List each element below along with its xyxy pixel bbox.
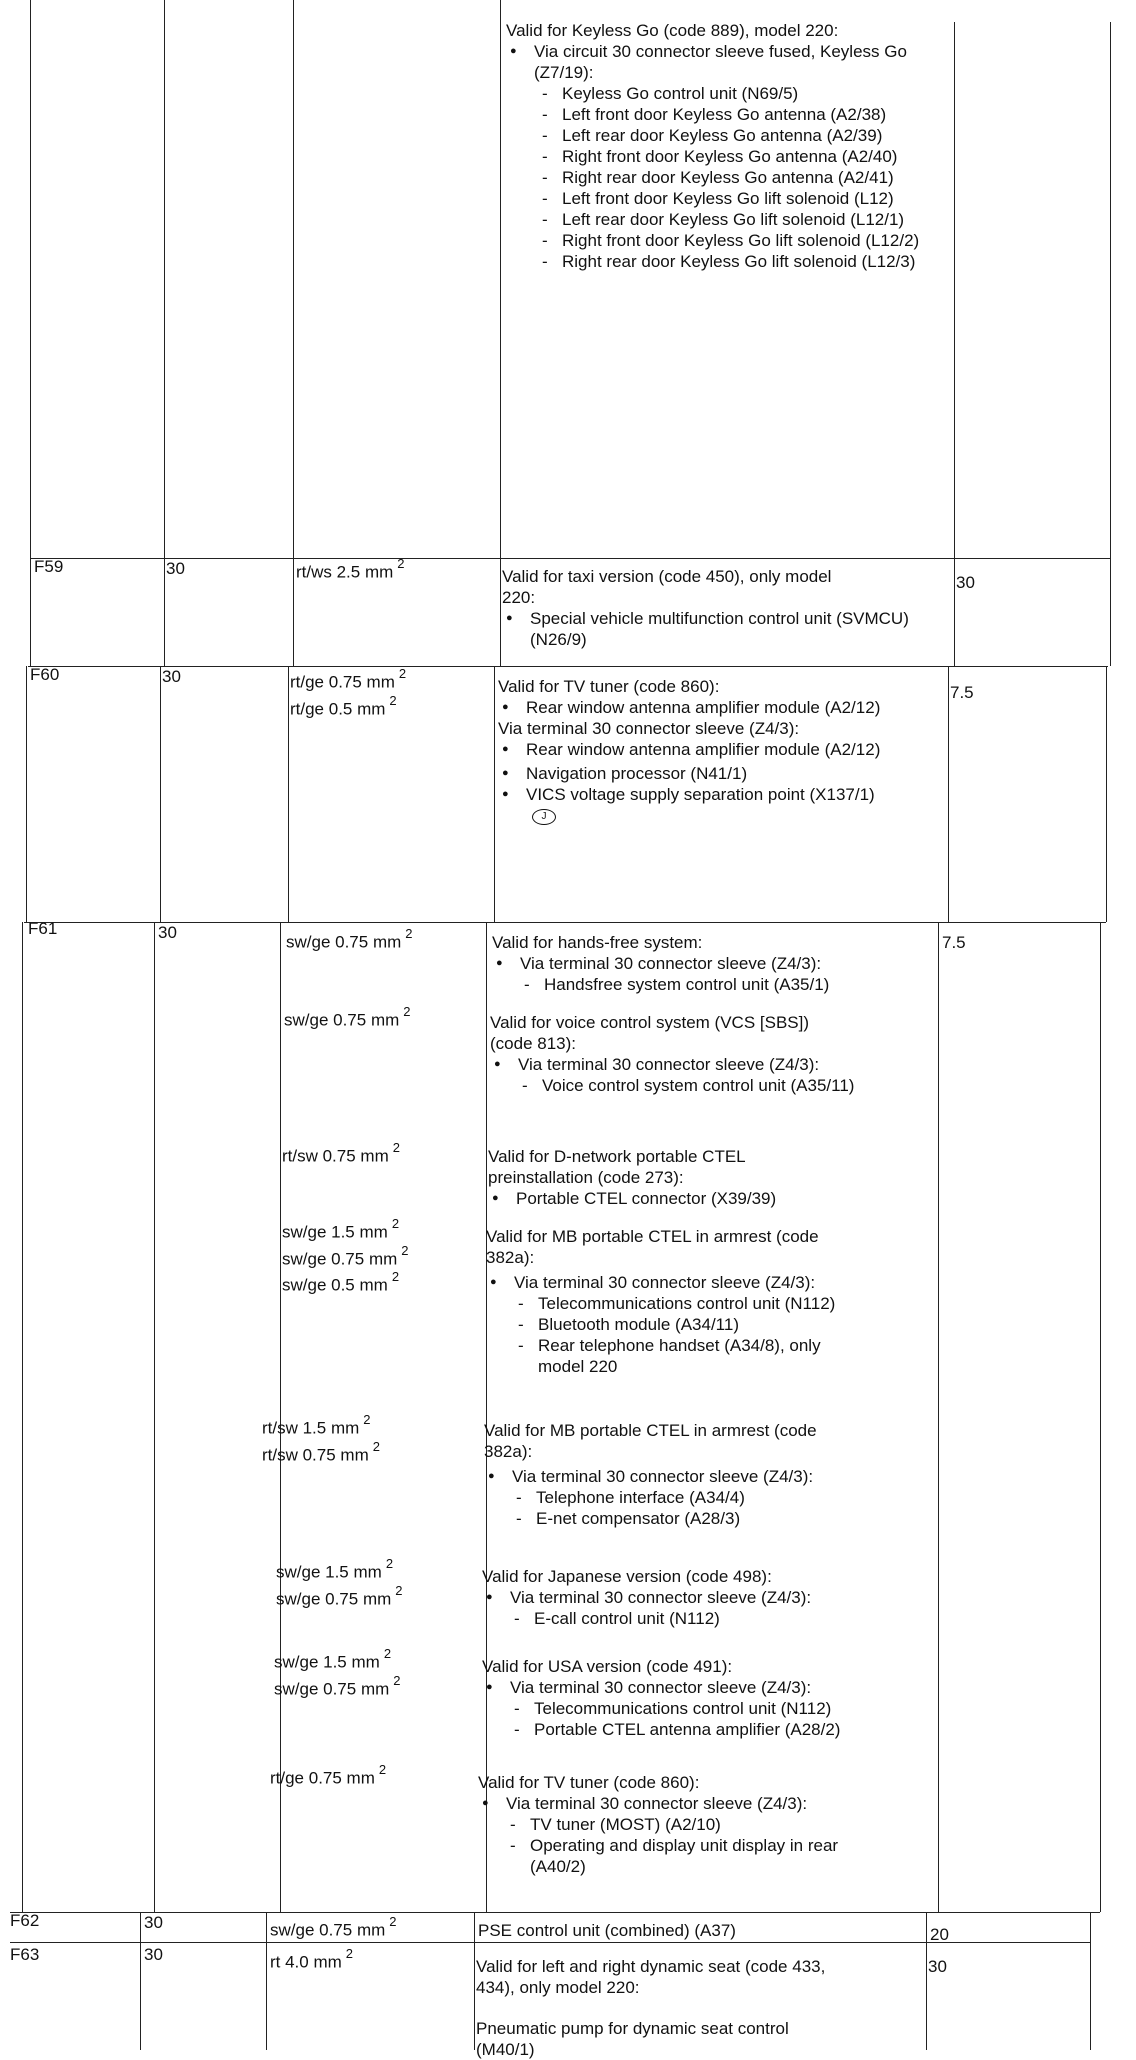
row-line-f60 bbox=[28, 666, 1108, 667]
wire-f61-g7-sup-1: 2 bbox=[383, 1646, 392, 1661]
desc-f61-g8-item-1: - TV tuner (MOST) (A2/10) bbox=[502, 1814, 922, 1835]
fuse-f62: F62 bbox=[10, 1911, 40, 1930]
keyless-go-item-8: - Right front door Keyless Go lift solenoid (L12/2) bbox=[534, 230, 936, 251]
keyless-go-item-7: - Left rear door Keyless Go lift solenoid (L12/1) bbox=[534, 209, 936, 230]
keyless-go-bullet: ● Via circuit 30 connector sleeve fused, Keyless Go (Z7/19): bbox=[506, 41, 936, 83]
desc-f61-g1-bullet: ● Via terminal 30 connector sleeve (Z4/3): bbox=[492, 953, 936, 974]
wire-f63-sup: 2 bbox=[345, 1946, 354, 1961]
wire-f60-sup-1: 2 bbox=[398, 666, 407, 681]
wire-f61-g8-text: rt/ge 0.75 mm bbox=[270, 1768, 375, 1788]
row-line-f62 bbox=[10, 1912, 1100, 1913]
wire-f62-sup: 2 bbox=[389, 1914, 397, 1929]
col-line-6d bbox=[1090, 1912, 1091, 2050]
desc-f61-g4-bullet: ● Via terminal 30 connector sleeve (Z4/3): bbox=[486, 1272, 930, 1293]
wire-f61-g5-sup-2: 2 bbox=[372, 1438, 380, 1454]
col-line-6 bbox=[1110, 22, 1111, 666]
desc-f60-header-2: Via terminal 30 connector sleeve (Z4/3): bbox=[498, 719, 800, 738]
terminal-f61: 30 bbox=[158, 923, 177, 942]
wire-f61-g7-sup-2: 2 bbox=[393, 1672, 401, 1688]
desc-f61-g4 bbox=[486, 1226, 930, 1377]
keyless-go-item-5: - Right rear door Keyless Go antenna (A2/41) bbox=[534, 167, 936, 188]
col-line-2b bbox=[160, 666, 161, 922]
wire-f59 bbox=[296, 556, 405, 583]
col-line-5c bbox=[938, 922, 939, 1912]
desc-f60-bullet-2: ● Rear window antenna amplifier module (A2/12) bbox=[498, 739, 938, 760]
desc-f61-g5-item-1: - Telephone interface (A34/4) bbox=[508, 1487, 928, 1508]
col-line-4d bbox=[474, 1912, 475, 2050]
desc-f61-g8-item-2: - Operating and display unit display in rear (A40/2) bbox=[502, 1835, 870, 1877]
col-line-4c bbox=[486, 922, 487, 1912]
ground-point-icon: J bbox=[532, 809, 556, 825]
terminal-f60: 30 bbox=[162, 667, 181, 686]
desc-f61-g4-item-1: - Telecommunications control unit (N112) bbox=[510, 1293, 930, 1314]
desc-f60 bbox=[498, 676, 938, 826]
col-line-1c bbox=[22, 922, 23, 1912]
desc-f61-g7 bbox=[482, 1656, 926, 1740]
wire-f61-g1-sup: 2 bbox=[405, 926, 413, 941]
keyless-go-item-1: - Keyless Go control unit (N69/5) bbox=[534, 83, 936, 104]
desc-f63-line-2: Pneumatic pump for dynamic seat control bbox=[476, 2019, 789, 2038]
desc-f61-g6 bbox=[482, 1566, 926, 1629]
wire-f61-g5-text-1: rt/sw 1.5 mm bbox=[262, 1418, 360, 1438]
wire-f61-g8 bbox=[270, 1762, 386, 1789]
desc-f60-bullet-4-text: VICS voltage supply separation point (X137/1) bbox=[526, 785, 875, 804]
wire-f61-g5 bbox=[262, 1412, 380, 1465]
wire-f61-g3 bbox=[282, 1140, 400, 1167]
desc-f61-g1-item: - Handsfree system control unit (A35/1) bbox=[516, 974, 936, 995]
fuse-f59: F59 bbox=[34, 557, 64, 576]
amps-f60: 7.5 bbox=[950, 683, 974, 702]
wire-f61-g2-text: sw/ge 0.75 mm bbox=[284, 1010, 400, 1030]
col-line-1 bbox=[30, 0, 31, 666]
terminal-f62: 30 bbox=[144, 1913, 163, 1932]
desc-f63-line-3: (M40/1) bbox=[476, 2040, 535, 2059]
wire-f63 bbox=[270, 1946, 353, 1973]
keyless-go-item-9: - Right rear door Keyless Go lift solenoid (L12/3) bbox=[534, 251, 936, 272]
keyless-go-item-6: - Left front door Keyless Go lift solenoid (L12) bbox=[534, 188, 936, 209]
wire-f62-text: sw/ge 0.75 mm bbox=[270, 1920, 386, 1940]
col-line-6c bbox=[1100, 922, 1101, 1912]
wire-f59-text: rt/ws 2.5 mm bbox=[296, 562, 394, 582]
wire-f61-g6-sup-2: 2 bbox=[395, 1582, 403, 1598]
wire-f61-g6-text-2: sw/ge 0.75 mm bbox=[276, 1589, 392, 1609]
col-line-2c bbox=[154, 922, 155, 1912]
col-line-4 bbox=[500, 0, 501, 666]
wire-f62 bbox=[270, 1914, 397, 1941]
row-line-f61 bbox=[24, 922, 1106, 923]
wire-f61-g2-sup: 2 bbox=[403, 1004, 411, 1019]
wire-f61-g4-text-2: sw/ge 0.75 mm bbox=[282, 1249, 398, 1269]
desc-f61-g3-header: Valid for D-network portable CTEL preinstallation (code 273): bbox=[488, 1147, 745, 1187]
desc-f59 bbox=[502, 566, 942, 650]
wire-f61-g4-sup-3: 2 bbox=[391, 1269, 400, 1285]
desc-f59-bullet: ● Special vehicle multifunction control unit (SVMCU) (N26/9) bbox=[502, 608, 942, 650]
wire-f60-text-1: rt/ge 0.75 mm bbox=[290, 672, 395, 692]
fuse-f63: F63 bbox=[10, 1945, 40, 1964]
col-line-5 bbox=[954, 22, 955, 666]
desc-f60-bullet-4 bbox=[498, 784, 886, 826]
desc-f61-g7-item-2: - Portable CTEL antenna amplifier (A28/2) bbox=[506, 1719, 926, 1740]
wire-f61-g4-sup-1: 2 bbox=[391, 1216, 400, 1231]
wire-f61-g5-sup-1: 2 bbox=[363, 1412, 371, 1427]
col-line-5d bbox=[926, 1912, 927, 2050]
fuse-f61: F61 bbox=[28, 919, 58, 938]
wire-f61-g4-sup-2: 2 bbox=[401, 1242, 409, 1258]
desc-f61-g7-item-1: - Telecommunications control unit (N112) bbox=[506, 1698, 926, 1719]
wire-f61-g6-text-1: sw/ge 1.5 mm bbox=[276, 1562, 382, 1582]
col-line-2d bbox=[140, 1912, 141, 2050]
desc-f59-header: Valid for taxi version (code 450), only model 220: bbox=[502, 567, 832, 607]
terminal-f59: 30 bbox=[166, 559, 185, 578]
amps-f61: 7.5 bbox=[942, 933, 966, 952]
desc-f61-g8 bbox=[478, 1772, 922, 1877]
desc-f63 bbox=[476, 1956, 916, 2060]
wire-f60-text-2: rt/ge 0.5 mm bbox=[290, 699, 386, 719]
desc-f61-g2-bullet: ● Via terminal 30 connector sleeve (Z4/3): bbox=[490, 1054, 934, 1075]
amps-f59: 30 bbox=[956, 573, 975, 592]
col-line-5b bbox=[948, 666, 949, 922]
wire-f61-g6 bbox=[276, 1556, 403, 1609]
desc-f61-g8-bullet: ● Via terminal 30 connector sleeve (Z4/3): bbox=[478, 1793, 922, 1814]
keyless-go-item-3: - Left rear door Keyless Go antenna (A2/39) bbox=[534, 125, 936, 146]
desc-f61-g2 bbox=[490, 1012, 934, 1096]
desc-f61-g5-bullet: ● Via terminal 30 connector sleeve (Z4/3): bbox=[484, 1466, 928, 1487]
amps-f63: 30 bbox=[928, 1957, 947, 1976]
wire-f61-g3-text: rt/sw 0.75 mm bbox=[282, 1146, 389, 1166]
wire-f60 bbox=[290, 666, 406, 719]
desc-f60-header: Valid for TV tuner (code 860): bbox=[498, 677, 720, 696]
fuse-f60: F60 bbox=[30, 665, 60, 684]
col-line-2 bbox=[164, 0, 165, 666]
col-line-3 bbox=[293, 0, 294, 666]
wire-f61-g4 bbox=[282, 1216, 409, 1296]
wire-f61-g3-sup: 2 bbox=[392, 1140, 400, 1155]
wire-f60-sup-2: 2 bbox=[389, 692, 397, 708]
desc-f61-g4-item-3: - Rear telephone handset (A34/8), only model 220 bbox=[510, 1335, 858, 1377]
desc-f63-header: Valid for left and right dynamic seat (code 433, 434), only model 220: bbox=[476, 1957, 826, 1997]
col-line-3b bbox=[288, 666, 289, 922]
desc-f61-g6-item: - E-call control unit (N112) bbox=[506, 1608, 926, 1629]
desc-f61-g3-bullet: ● Portable CTEL connector (X39/39) bbox=[488, 1188, 932, 1209]
keyless-go-item-2: - Left front door Keyless Go antenna (A2/38) bbox=[534, 104, 936, 125]
amps-f62: 20 bbox=[930, 1925, 949, 1944]
col-line-1b bbox=[26, 666, 27, 922]
desc-f61-g2-header: Valid for voice control system (VCS [SBS]) (code 813): bbox=[490, 1013, 810, 1053]
desc-f61-g6-header: Valid for Japanese version (code 498): bbox=[482, 1567, 772, 1586]
wire-f61-g2 bbox=[284, 1004, 411, 1031]
desc-f61-g6-bullet: ● Via terminal 30 connector sleeve (Z4/3): bbox=[482, 1587, 926, 1608]
col-line-6b bbox=[1106, 666, 1107, 922]
desc-f60-bullet-3: ● Navigation processor (N41/1) bbox=[498, 763, 938, 784]
wire-f61-g6-sup-1: 2 bbox=[385, 1556, 394, 1571]
desc-f61-g7-bullet: ● Via terminal 30 connector sleeve (Z4/3): bbox=[482, 1677, 926, 1698]
desc-f61-g4-header: Valid for MB portable CTEL in armrest (code 382a): bbox=[486, 1227, 819, 1267]
wire-f61-g7-text-1: sw/ge 1.5 mm bbox=[274, 1652, 380, 1672]
wire-f61-g8-sup: 2 bbox=[378, 1762, 387, 1777]
wire-f59-sup: 2 bbox=[397, 556, 405, 571]
desc-f61-g2-item: - Voice control system control unit (A35/11) bbox=[514, 1075, 922, 1096]
keyless-go-header: Valid for Keyless Go (code 889), model 220: bbox=[506, 21, 839, 40]
keyless-go-item-4: - Right front door Keyless Go antenna (A2/40) bbox=[534, 146, 936, 167]
desc-f61-g5-header: Valid for MB portable CTEL in armrest (code 382a): bbox=[484, 1421, 817, 1461]
wire-f61-g7 bbox=[274, 1646, 401, 1699]
desc-f60-bullet-1: ● Rear window antenna amplifier module (A2/12) bbox=[498, 697, 938, 718]
row-line-f63 bbox=[10, 1942, 1090, 1943]
wire-f63-text: rt 4.0 mm bbox=[270, 1952, 342, 1972]
terminal-f63: 30 bbox=[144, 1945, 163, 1964]
desc-f61-g4-item-2: - Bluetooth module (A34/11) bbox=[510, 1314, 930, 1335]
row-line-f59 bbox=[30, 558, 1110, 559]
desc-f62: PSE control unit (combined) (A37) bbox=[478, 1921, 736, 1940]
desc-f61-g1 bbox=[492, 932, 936, 995]
desc-f61-g3 bbox=[488, 1146, 932, 1209]
wire-f61-g7-text-2: sw/ge 0.75 mm bbox=[274, 1679, 390, 1699]
keyless-go-block bbox=[506, 20, 936, 272]
col-line-3d bbox=[266, 1912, 267, 2050]
wire-f61-g5-text-2: rt/sw 0.75 mm bbox=[262, 1445, 369, 1465]
desc-f61-g5-item-2: - E-net compensator (A28/3) bbox=[508, 1508, 928, 1529]
desc-f61-g8-header: Valid for TV tuner (code 860): bbox=[478, 1773, 700, 1792]
desc-f61-g7-header: Valid for USA version (code 491): bbox=[482, 1657, 733, 1676]
wire-f61-g4-text-3: sw/ge 0.5 mm bbox=[282, 1275, 388, 1295]
wire-f61-g1-text: sw/ge 0.75 mm bbox=[286, 932, 402, 952]
desc-f61-g5 bbox=[484, 1420, 928, 1529]
desc-f61-g1-header: Valid for hands-free system: bbox=[492, 933, 703, 952]
col-line-4b bbox=[494, 666, 495, 922]
wire-f61-g1 bbox=[286, 926, 413, 953]
wire-f61-g4-text-1: sw/ge 1.5 mm bbox=[282, 1222, 388, 1242]
